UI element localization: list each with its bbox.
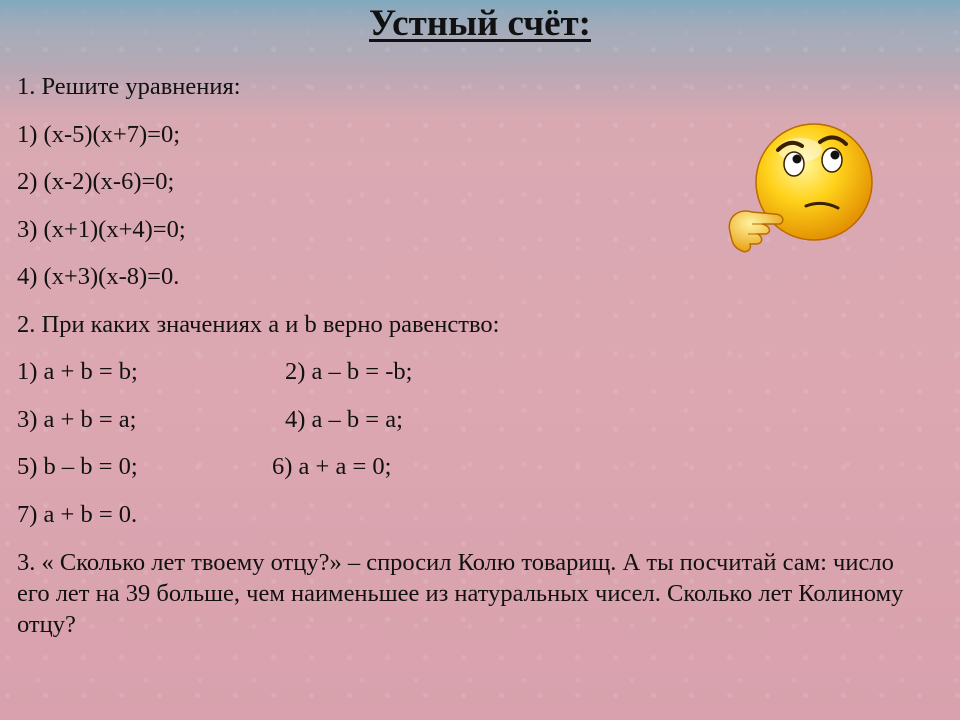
task3-text: 3. « Сколько лет твоему отцу?» – спросил Колю товарищ. А ты посчитай сам: число его лет на 39 больше, чем наименьшее из натуральных чисел. Сколько лет Колиному отцу?	[17, 549, 904, 638]
task2-row-2	[17, 405, 917, 435]
task1-item-1: 1) (x-5)(x+7)=0;	[17, 120, 181, 148]
task1-heading: 1. Решите уравнения:	[17, 73, 241, 100]
task2-item-7: 7) a + b = 0.	[17, 500, 138, 528]
task2-row-4	[17, 500, 917, 530]
task2-item-6: 6) a + a = 0;	[272, 453, 392, 480]
task2-item-5: 5) b – b = 0;	[17, 453, 138, 480]
task1-item-3: 3) (x+1)(x+4)=0;	[17, 215, 186, 243]
task2-item-2: 2) a – b = -b;	[285, 358, 413, 385]
task2-row-1	[17, 357, 917, 387]
task1-item-2: 2) (x-2)(x-6)=0;	[17, 168, 175, 195]
task2-row-3	[17, 452, 917, 482]
task2-heading: 2. При каких значениях a и b верно равенство:	[17, 310, 500, 338]
task2-item-3: 3) a + b = a;	[17, 405, 137, 433]
task2-item-1: 1) a + b = b;	[17, 358, 138, 385]
task1-item-4: 4) (x+3)(x-8)=0.	[17, 263, 180, 290]
task2-item-4: 4) a – b = a;	[285, 405, 403, 433]
page-title: Устный счёт:	[369, 3, 591, 44]
thinking-face-icon	[722, 120, 882, 260]
